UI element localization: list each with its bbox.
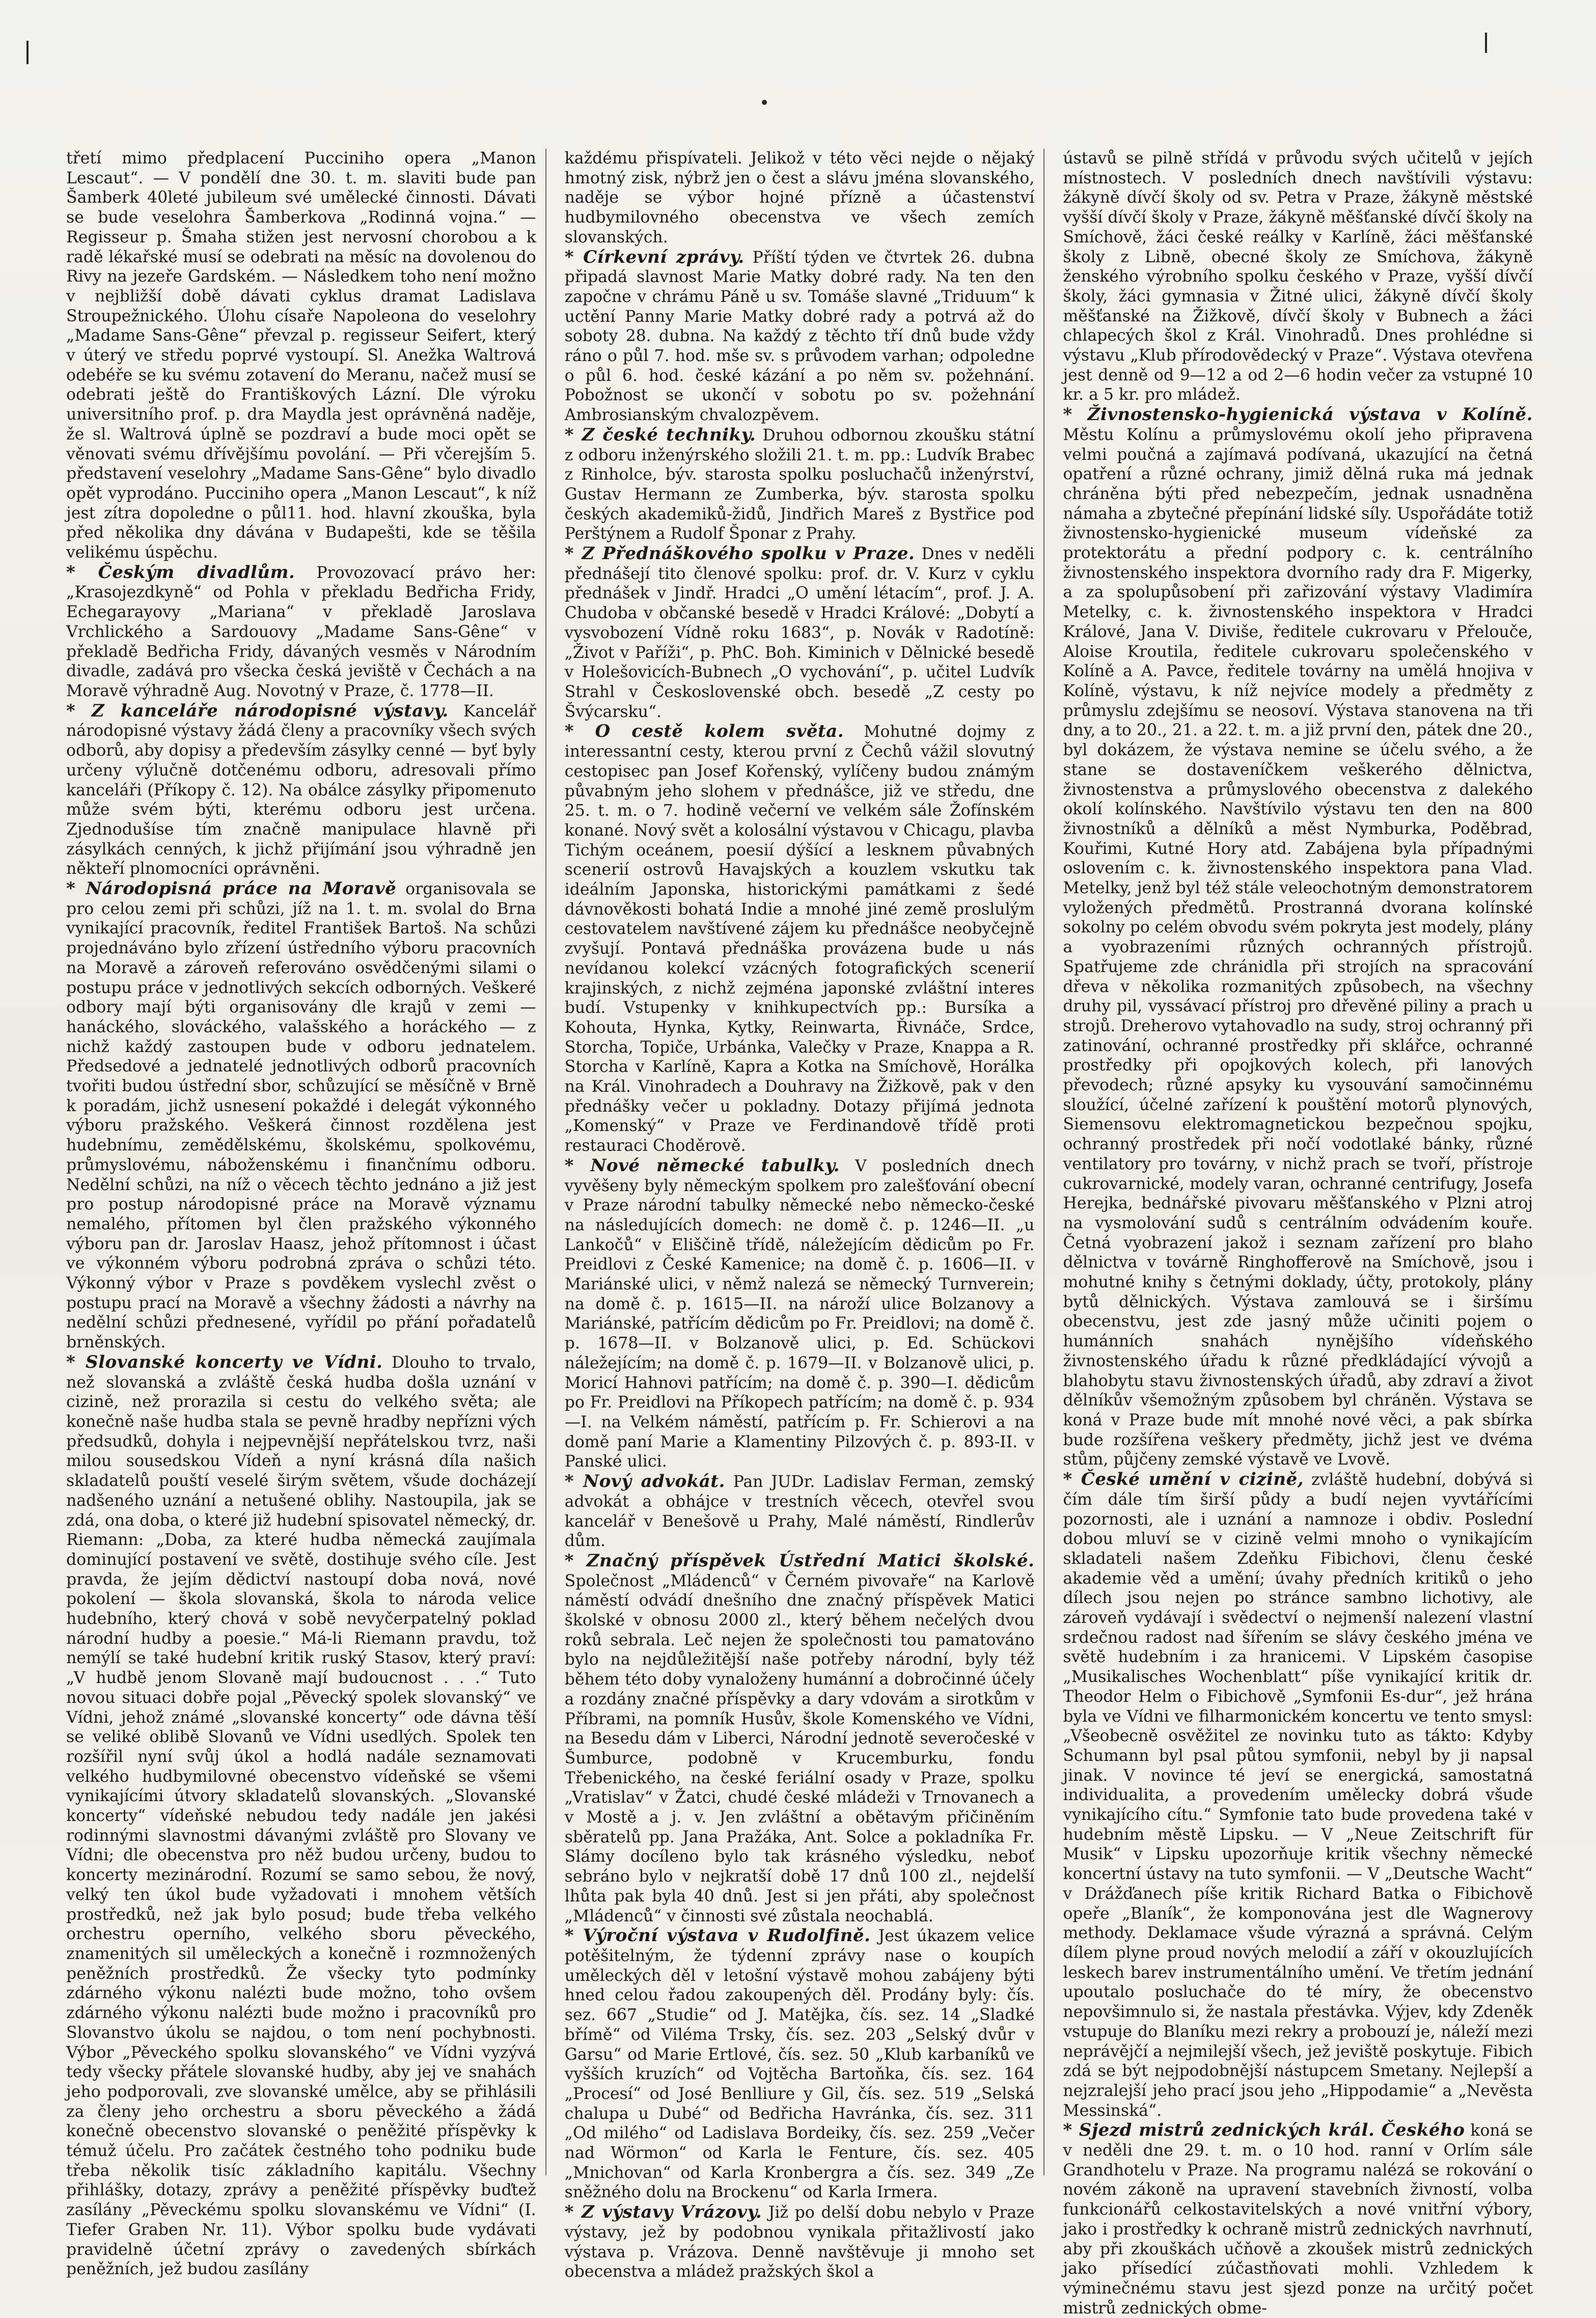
article-text: Městu Kolínu a průmyslovému okolí jeho připravena velmi poučná a zajímavá podívaná, ukazující na četná opatření a různé ochrany, jimiž dělná ruka má jednak chráněna býti před nebezpečím, jednak usnadněna námaha a zbytečné přepínání lidské síly. Uspořádáte totiž živnostensko-hygienické museum vídeňské za protektorátu a přední podpory c. k. centrálního živnostenského inspektora dvorního rady dra F. Migerky, a za spolupůsobení při zařizování výstavy Vladimíra Metelky, c. k. živnostenského inspektora v Hradci Králové, Jana V. Diviše, ředitele cukrovaru v Přelouče, Aloise Kroutila, ředitele cukrovaru společenského v Kolíně a A. Pavce, ředitele továrny na umělá hnojiva v Kolíně, výstavu, k níž nejvíce modely a předměty z průmyslu zdejšímu se neosoví. Výstava stanovena na tři dny, a to 20., 21. a 22. t. m. a již první den, pátek dne 20., byl dokázem, že výstava nemine se účelu svého, a že stane se dostaveníčkem veškerého dělnictva, živnostenstva a průmyslového obecenstva z dalekého okolí kolínského. Navštívilo výstavu ten den na 800 živnostníků a dělníků a měst Nymburka, Poděbrad, Kouřimi, Kutné Hory atd. Zabájena byla případnými oslovením c. k. živnostenského inspektora pana Vlad. Metelky, jenž byl též stále veleochotným demonstratorem vyložených předmětů. Prostranná dvorana kolínské sokolny po celém obvodu svém pokryta jest modely, plány a vyobrazeními různých ochranných přístrojů. Spatřujeme zde chránidla při strojích na spracování dřeva v několika rozmanitých způsobech, na všechny druhy pil, vyssávací přístroj pro dřevěné piliny a prach u strojů. Dreherovo vytahovadlo na sudy, stroj ochranný při zatinování, ochranné prostředky při sklářce, ochranné prostředky při opojkových kolech, při lanových převodech; různé apsyky ku vysouvání samočinnému sloužící, účelné zařízení k pouštění motorů plynových, Siemensovu elektromagnetickou bezpečnou spojku, ochranný prostředek při nočí vodotlaké bánky, různé ventilatory pro továrny, v nichž prach se tvoří, přístroje cukrovarnické, modely varan, ochranné centrifugy, Josefa Herejka, bednářské pivovaru měšťanského v Plzni atroj na vysmolování sudů s centrálním odvádením kouře. Četná vyobrazení jakož i seznam zařízení pro blaho dělnictva v továrně Ringhofferově na Smíchově, jsou i mohutné knihy s četnými doklady, účty, protokoly, plány bytů dělnických. Výstava zamlouvá se i širšímu obecenstvu, jest zde jasný může učiniti pojem o humánních snahách nynějšího vídeňského živnostenského úřadu k různé předkládající vývojů a blahobytu stavu živnostenských úřadů, aby zdraví a život dělníkův všemožným způsobem byl chráněn. Výstava se koná v Praze bude mít mnohé nové věci, a pak sbírka bude rozšířena veškery předměty, jichž jest ve dvéma stům, půjčeny zemské výstavě ve Lvově. [1063, 425, 1533, 1469]
article-paragraph [565, 544, 1035, 722]
article-paragraph [1063, 405, 1533, 1470]
article-heading: * Značný příspěvek Ústřední Matici školské. [564, 1550, 1035, 1571]
article-paragraph [565, 2202, 1035, 2282]
article-paragraph [1063, 2120, 1533, 2318]
article-heading: * Českým divadlům. [66, 562, 295, 583]
article-heading: * O cestě kolem světa. [564, 721, 844, 742]
article-text: Příští týden ve čtvrtek 26. dubna připadá slavnost Marie Matky dobré rady. Na ten den započne v chrámu Páně u sv. Tomáše slavné „Triduum“ k uctění Panny Marie Matky dobré rady a potrvá až do soboty 28. dubna. Na každý z těchto tří dnů bude vždy ráno o půl 7. hod. mše sv. s průvodem varhan; odpoledne o půl 6. hod. české kázání a po něm sv. požehnání. Pobožnost se ukončí v sobotu po sv. požehnání Ambrosianským chvalozpěvem. [564, 248, 1035, 425]
scan-edge-mark [26, 41, 29, 64]
scan-dot [762, 100, 767, 105]
article-paragraph [565, 1551, 1035, 1926]
article-text: Dlouho to trvalo, než slovanská a zvláště česká hudba došla uznání v cizině, než prorazila si cestu do velkého světa; ale konečně naše hudba stala se pevně hradby nepřízni vých předsudků, dohyla i nejpevnější nepřátelskou tvrz, naši milou sousedskou Vídeň a nyní krásná díla našich skladatelů pouští veselé širým světem, všude docházejí nadšeného uznání a netušené oblihy. Nastoupila, jak se zdá, ona doba, o které již hudební spisovatel německý, dr. Riemann: „Doba, za které hudba německá zaujímala dominující postavení ve světě, dostihuje svého cíle. Jest pravda, že jejím dědictví nastoupí doba nová, nové pokolení — škola slovanská, škola to národa velice hudebního, který chová v sobě nevyčerpatelný poklad národní hudby a poesie.“ Má-li Riemann pravdu, tož nemýlí se také hudební kritik ruský Stasov, který praví: „V hudbě jenom Slovaně mají budoucnost . . .“ Tuto novou situaci dobře pojal „Pěvecký spolek slovanský“ ve Vídni, jehož známé „slovanské koncerty“ ode dávna těší se veliké oblibě Slovanů ve Vídni usedlých. Spolek ten rozšířil nyní svůj úkol a hodlá nadále seznamovati velkého hudbymilovné obecenstvo vídeňské se všemi vynikajícími útvory skladatelů slovanských. „Slovanské koncerty“ vídeňské nebudou tedy nadále jen jakési rodinnými slavnostmi dávanými zvláště pro Slovany ve Vídni; dle obecenstva pro něž budou určeny, budou to koncerty mezinárodní. Rozumí se samo sebou, že nový, velký ten úkol bude vyžadovati i mnohem větších prostředků, než jak bylo posud; bude třeba velkého orchestru operního, velkého sboru pěveckého, znamenitých sil uměleckých a konečně i rozmnožených peněžních prostředků. Že všecky tyto podmínky zdárného výkonu nalézti bude možno, toho ovšem zdárného výkonu nalézti bude možno i pracovníků pro Slovanstvo úkolu se najdou, o tom není pochybnosti. Výbor „Pěveckého spolku slovanského“ ve Vídni vyzývá tedy všecky přátele slovanské hudby, aby jej ve snahách jeho podporovali, zve slovanské umělce, aby se přihlásili za členy jeho orchestru a sboru pěveckého a žádá konečně obecenstvo slovanské o peněžité příspěvky k témuž účelu. Pro začátek čestného toho podniku bude třeba několik tisíc základního kapitálu. Všechny přihlášky, dotazy, zprávy a peněžité příspěvky buďtež zasílány „Pěveckému spolku slovanskému ve Vídni“ (I. Tiefer Graben Nr. 11). Výbor spolku bude vydávati pravidelně účetní zprávy o zavedených sbírkách peněžních, jež budou zasílány [66, 1353, 536, 2279]
article-paragraph [565, 1156, 1035, 1472]
article-paragraph [1063, 1470, 1533, 2120]
article-columns [66, 149, 1533, 2317]
article-text: Společnost „Mládenců“ v Černém pivovaře“ na Karlově náměstí odvádí dnešního dne značný příspěvek Matici školské v obnosu 2000 zl., který během nečelých dvou roků sebrala. Leč nejen že společnosti tou pamatováno bylo na nejdůležitější naše potřeby národní, byly též během této doby vynaloženy humánní a dobročinné účely a rozdány značné příspěvky a dary vdovám a sirotkům v Příbrami, na pomník Husův, škole Komenského ve Vídni, na Besedu dám v Liberci, Národní jednotě severočeské v Šumburce, podobně v Krucemburku, fondu Třebenického, na české feriální osady v Praze, spolku „Vratislav“ v Žatci, chudé české mládeži v Trnovanech a v Mostě a j. v. Jen zvláštní a obětavým přičiněním sběratelů pp. Jana Pražáka, Ant. Solce a pokladníka Fr. Slámy docíleno bylo tak krásného výsledku, neboť sebráno bylo v nejkratší době 17 dnů 100 zl., nejdelší lhůta pak byla 40 dnů. Jest si jen přáti, aby společnost „Mládenců“ v činnosti své zůstala neochablá. [564, 1571, 1035, 1925]
article-text: třetí mimo předplacení Pucciniho opera „Manon Lescaut“. — V pondělí dne 30. t. m. slaviti bude pan Šamberk 40leté jubileum své umělecké činnosti. Dávati se bude veselohra Šamberkova „Rodinná vojna.“ — Regisseur p. Šmaha stižen jest nervosní chorobou a k radě lékařské musí se odebrati na měsíc na dovolenou do Rivy na jezeře Gardském. — Následkem toho není možno v nejbližší době dávati cyklus dramat Ladislava Stroupežnického. Úlohu císaře Napoleona do veselohry „Madame Sans-Gêne“ převzal p. regisseur Seifert, který v úterý ve středu poprvé vystoupí. Sl. Anežka Waltrová odebéře se ku svému zotavení do Meranu, načež musí se odebrati ještě do Františkových Lázní. Dle výroku universitního prof. p. dra Maydla jest oprávněná naděje, že sl. Waltrová úplně se pozdraví a bude moci opět se věnovati svému dřívějšímu povolání. — Při včerejším 5. představení veselohry „Madame Sans-Gêne“ bylo divadlo opět vyprodáno. Pucciniho opera „Manon Lescaut“, k níž jest zítra dopoledne o půl11. hod. hlavní zkouška, byla před několika dny dávána v Budapešti, kde se těšila velikému úspěchu. [66, 149, 536, 562]
article-text: Druhou odbornou zkoušku státní z odboru inženýrského složili 21. t. m. pp.: Ludvík Brabec z Rinholce, býv. starosta spolku posluchačů inženýrství, Gustav Hermann ze Zumberka, býv. starosta spolku českých akademiků-židů, Jindřich Mareš z Bystřice pod Perštýnem a Rudolf Šponar z Prahy. [564, 426, 1035, 543]
article-paragraph [565, 425, 1035, 544]
article-paragraph [66, 879, 536, 1353]
article-text: V posledních dnech vyvěšeny byly německým spolkem pro zalešťování obecní v Praze národní tabulky německé nebo německo-české na následujících domech: ne domě č. p. 1246—II. „u Lankočů“ v Eliščině třídě, náležejícím dědicům po Fr. Preidlovi z České Kamenice; na domě č. p. 1606—II. v Mariánské ulici, v němž nalezá se německý Turnverein; na domě č. p. 1615—II. na nároží ulice Bolzanovy a Mariánské, patřícím dědicům po Fr. Preidlovi; na domě č. p. 1678—II. v Bolzanově ulici, p. Ed. Schückovi náležejícím; na domě č. p. 1679—II. v Bolzanově ulici, p. Moricí Hahnovi patřícím; na domě č. p. 390—I. dědicům po Fr. Preidlovi na Příkopech patřícím; na domě č. p. 934—I. na Velkém náměstí, patřícím p. Fr. Schierovi a na domě paní Marie a Klamentiny Pilzových č. p. 893-II. v Panské ulici. [564, 1156, 1035, 1471]
article-text: Dnes v neděli přednášejí tito členové spolku: prof. dr. V. Kurz v cyklu přednášek v Jindř. Hradci „O umění létacím“, prof. J. A. Chudoba v občanské besedě v Hradci Králové: „Dobytí a vysvobození Vídně roku 1683“, p. Novák v Radotíně: „Život v Paříži“, p. PhC. Boh. Kiminich v Dělnické besedě v Holešovicích-Bubnech „O vychování“, p. učitel Ludvík Strahl v Československé obch. besedě „Z cesty po Švýcarsku“. [564, 545, 1035, 721]
article-text: Mohutné dojmy z interessantní cesty, kterou první z Čechů vážil slovutný cestopisec pan Josef Kořenský, vylíčeny budou známým půvabným jeho slohem v přednášce, již ve středu, dne 25. t. m. o 7. hodině večerní ve velkém sále Žofínském konané. Nový svět a kolosální výstavou v Chicagu, plavba Tichým oceánem, poesií dýšící a lesknem půvabných scenerií ostrovů Havajských a kouzlem vskutku tak ideálním Japonska, historickými památkami z šedé dávnověkosti bohatá Indie a mnohé jiné země proslulým cestovatelem navštívené zájem ku přednášce neobyčejně zvyšují. Pontavá přednáška provázena bude u nás nevídanou kolekcí vzácných fotografických scenerií krajinských, z nichž zejména japonské zvláštní interes budí. Vstupenky v knihkupectvích pp.: Bursíka a Kohouta, Hynka, Kytky, Reinwarta, Řivnáče, Srdce, Storcha, Topiče, Urbánka, Valečky v Praze, Knappa a R. Storcha v Karlíně, Kapra a Kotka na Smíchově, Horálka na Král. Vinohradech a Douhravy na Žižkově, pak v den přednášky večer u pokladny. Dotazy přijímá jednota „Komenský“ v Praze ve Ferdinandově třídě proti restauraci Choděrově. [564, 723, 1035, 1155]
article-text: Již po delší dobu nebylo v Praze výstavy, jež by podobnou vynikala přitažlivostí jako výstava p. Vrázova. Denně navštěvuje ji mnoho set obecenstva a mládež pražských škol a [564, 2203, 1035, 2281]
article-text: koná se v neděli dne 29. t. m. o 10 hod. ranní v Orlím sále Grandhotelu v Praze. Na programu nalézá se rokování o novém zákoně na upravení stavebních živností, volba funkcionářů celkostavitelských a nové vnitřní výbory, jako i prostředky k ochraně mistrů zednických navrhnutí, aby při zkouškách učňově a zkoušek mistrů zednických jako přísedící zúčastňovati mohli. Vzhledem k výminečnému stavu jest sjezd ponze na určitý počet mistrů zednických obme- [1063, 2121, 1533, 2317]
article-text: Kancelář národopisné výstavy žádá členy a pracovníky všech svých odborů, aby dopisy a především zásylky cenné — byť byly určeny výlučně dotčenému odboru, adresovali přímo kanceláři (Příkopy č. 12). Na obálce zásylky připomenuto může svém býti, kterému odboru jest určena. Zjednodušíse tím značně manipulace hlavně při zásylkách cenných, k jichž přijímání jsou výhradně jen někteří plnomocníci oprávněni. [66, 702, 536, 878]
article-text: Jest úkazem velice potěšitelným, že týdenní zprávy nase o koupích uměleckých děl v letošní výstavě mohou zabájeny býti hned celou řadou zakoupených děl. Prodány byly: čís. sez. 667 „Studie“ od J. Matějka, čís. sez. 14 „Sladké břímě“ od Viléma Trsky, čís. sez. 203 „Selský dvůr v Garsu“ od Marie Ertlové, čís. sez. 50 „Klub karbaníků ve vyšších kruzích“ od Vojtěcha Bartoňka, čís. sez. 164 „Procesí“ od José Benlliure y Gil, čís. sez. 519 „Selská chalupa u Dubé“ od Bedřicha Havránka, čís. sez. 311 „Od milého“ od Ladislava Bordeiky, čís. sez. 259 „Večer nad Wörmon“ od Karla le Fenture, čís. sez. 405 „Mnichovan“ od Karla Kronbergra a čís. sez. 349 „Ze sněžného dolu na Brockenu“ od Karla Irmera. [564, 1927, 1035, 2202]
article-heading: * Nový advokát. [564, 1471, 725, 1492]
article-text: Pan JUDr. Ladislav Ferman, zemský advokát a obhájce v trestních věcech, otevřel svou kancelář v Benešově u Prahy, Malé náměstí, Rindlerův dům. [564, 1473, 1035, 1551]
scan-edge-mark [1485, 33, 1487, 53]
article-paragraph [565, 1472, 1035, 1551]
article-heading: * Živnostensko-hygienická výstava v Kolíně. [1063, 404, 1533, 425]
article-text: Provozovací právo her: „Krasojezdkyně“ od Pohla v překladu Bedřicha Fridy, Echegarayovy „Mariana“ v překladě Jaroslava Vrchlického a Sardouovy „Madame Sans-Gêne“ v překladě Bedřicha Fridy, dávaných vesměs v Národním divadle, zadává pro všecka česká jeviště v Čechách a na Moravě výhradně Aug. Novotný v Praze, č. 1778—II. [66, 563, 536, 700]
article-heading: * Z české techniky. [564, 424, 756, 445]
article-paragraph [1063, 149, 1533, 405]
article-heading: * Sjezd mistrů zednických král. Českého [1063, 2120, 1465, 2141]
article-paragraph [565, 1926, 1035, 2202]
article-heading: * Církevní zprávy. [564, 246, 745, 267]
article-heading: * Z výstavy Vrázovy. [564, 2202, 762, 2223]
article-text: zvláště hudební, dobývá si čím dále tím širší půdy a budí nejen vyvtářícími pozornosti, ale i uznání a namnoze i obdiv. Poslední dobou mluví se v cizině velmi mnoho o vynikajícím skladateli našem Zdeňku Fibichovi, členu české akademie věd a umění; úvahy předních kritiků o jeho dílech jsou nejen po stránce sambno lichotivy, ale zároveň vydávají i svědectví o nejmenší nalezení vlastní srdečnou radost nad šířením se slávy českého jména ve světě hudebním i za hranicemi. V Lipském časopise „Musikalisches Wochenblatt“ píše vynikající kritik dr. Theodor Helm o Fibichově „Symfonii Es-dur“, jež hrána byla ve Vídni ve filharmonickém koncertu ve tento smysl: „Všeobecně osvěžitel ze novinku tuto as tákto: Kdyby Schumann byl psal půtou symfonii, nebyl by ji napsal jinak. V novince té jeví se energická, samostatná individualita, a provedením umělecky dobrá všude vynikajícího cítu.“ Symfonie tato bude provedena také v hudebním městě Lipsku. — V „Neue Zeitschrift für Musik“ v Lipsku upozorňuje kritik všechny německé koncertní ústavy na tuto symfonii. — V „Deutsche Wacht“ v Drážďanech píše kritik Richard Batka o Fibichově opeře „Blaník“, že komponována jest dle Wagnerovy methody. Deklamace všude výrazná a správná. Celým dílem plyne proud nových melodií a září v okouzlujících leskech barev instrumentálního umění. Ve třetím jednání upoutalo posluchače do té míry, že obecenstvo nepovšimnulo si, že nastala přestávka. Výjev, kdy Zdeněk vstupuje do Blaníku mezi rekry a probouzí je, náleží mezi neprávějčí a nejmilejší všech, jež jeviště poskytuje. Fibich zdá se být nejpodobnější nástupcem Smetany. Nejlepší a nejzralejší jeho prací jsou jeho „Hippodamie“ a „Nevěsta Messinská“. [1063, 1471, 1533, 2120]
column-2 [564, 149, 1045, 2281]
article-heading: * Národopisná práce na Moravě [66, 878, 397, 899]
article-paragraph [565, 722, 1035, 1155]
article-text: ústavů se pilně střídá v průvodu svých učitelů v jejích místnostech. V posledních dnech navštívili výstavu: žákyně dívčí školy od sv. Petra v Praze, žákyně městské vyšší dívčí školy v Praze, žákyně měšťanské dívčí školy na Smíchově, žáci české reálky v Karlíně, žáci měšťanské školy z Libně, obecné školy ze Smíchova, žákyně ženského výrobního spolku českého v Praze, vyšší dívčí školy, žáci gymnasia v Žitné ulici, žákyně dívčí školy měšťanské na Žižkově, dívčí školy v Bubnech a žáci chlapecých škol z Král. Vinohradů. Dnes prohlédne si výstavu „Klub přírodovědecký v Praze“. Výstava otevřena jest denně od 9—12 a od 2—6 hodin večer za vstupné 10 kr. a 5 kr. pro mládež. [1063, 149, 1533, 404]
article-heading: * Slovanské koncerty ve Vídni. [66, 1351, 383, 1372]
column-3 [1063, 149, 1533, 2317]
article-text: každému přispívateli. Jelikož v této věci nejde o nějaký hmotný zisk, nýbrž jen o čest a slávu jména slovanského, naděje se výbor hojné přízně a účastenství hudbymilovného obecenstva ve všech zemích slovanských. [564, 149, 1035, 246]
article-paragraph [66, 149, 536, 563]
article-heading: * České umění v cizině, [1063, 1469, 1304, 1490]
article-heading: * Výroční výstava v Rudolfině. [564, 1925, 871, 1946]
article-heading: * Z kanceláře národopisné výstavy. [66, 700, 449, 721]
article-paragraph [565, 247, 1035, 425]
article-text: organisovala se pro celou zemi při schůzi, jíž na 1. t. m. svolal do Brna vynikající pracovník, ředitel František Bartoš. Na schůzi projednáváno bylo zřízení ústředního výboru pracovních na Moravě a zároveň referováno osvědčenými silami o postupu práce v jednotlivých sekcích odborných. Veškeré odbory mají býti organisovány dle krajů v zemi — hanáckého, slováckého, valašského a horáckého — z nichž každý zastoupen bude v odboru jednatelem. Předsedové a jednatelé jednotlivých odborů pracovních tvořiti budou ústřední sbor, schůzující se měsíčně v Brně k poradám, jichž usnesení pokaždé i delegát výkonného výboru pražského. Veškerá činnost rozdělena jest hudebnímu, zemědělskému, školskému, spolkovému, průmyslovému, náboženskému i finančnímu odboru. Nedělní schůzi, na níž o věcech těchto jednáno a již jest pro postup národopisné práce na Moravě významu nemalého, přítomen byl člen pražského výkonného výboru pan dr. Jaroslav Haasz, jehož přítomnost i účast ve výkonném výboru podrobná zpráva o schůzi této. Výkonný výbor v Praze s povděkem vyslechl zvěst o postupu prací na Moravě a všechny žádosti a návrhy na nedělní schůzi přednesené, vyřídil po přání pořadatelů brněnských. [66, 880, 536, 1352]
article-paragraph [66, 563, 536, 701]
column-1 [66, 149, 546, 2279]
article-heading: * Nové německé tabulky. [564, 1155, 840, 1176]
article-heading: * Z Přednáškového spolku v Praze. [564, 543, 915, 564]
article-paragraph [565, 149, 1035, 247]
article-paragraph [66, 701, 536, 879]
article-paragraph [66, 1353, 536, 2279]
